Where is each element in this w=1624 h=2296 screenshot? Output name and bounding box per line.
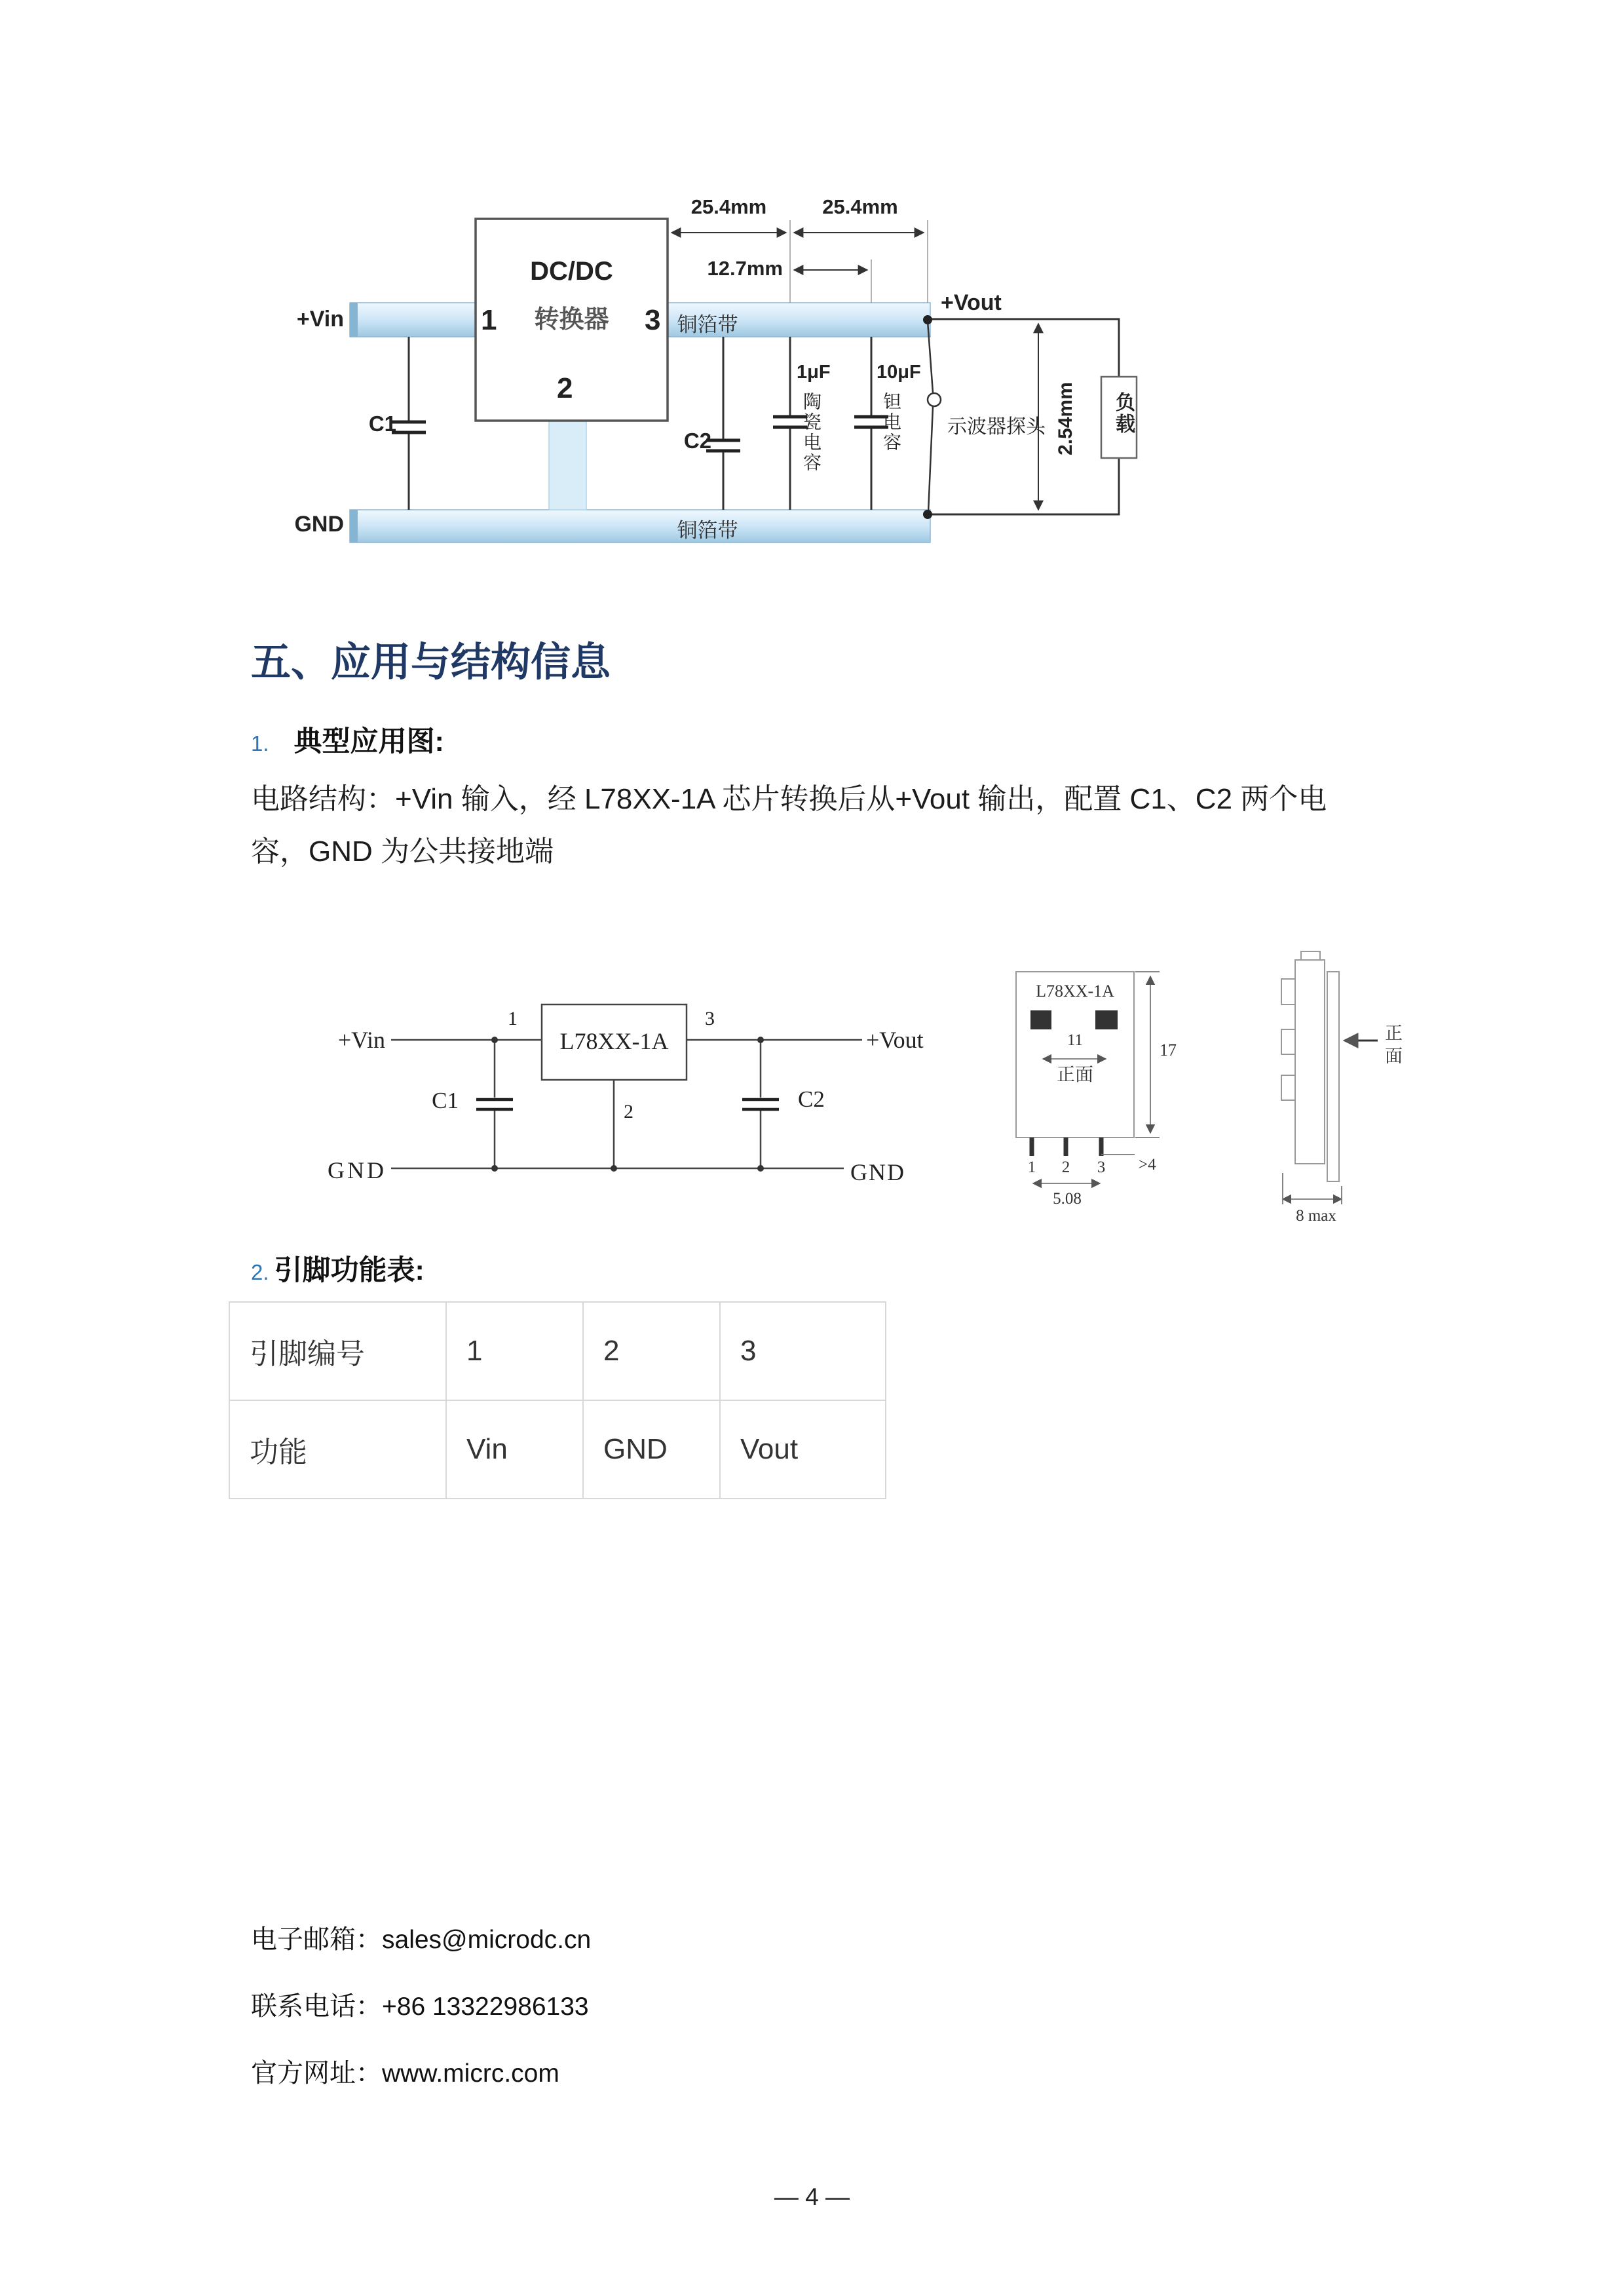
table-cell-pin-1: 1 bbox=[446, 1302, 583, 1400]
test-circuit-diagram bbox=[249, 183, 1166, 564]
app-pin-2: 2 bbox=[624, 1101, 633, 1122]
package-pin-1: 1 bbox=[1027, 1158, 1036, 1176]
oscilloscope-probe-label: 示波器探头 bbox=[947, 416, 1046, 438]
table-row bbox=[229, 1400, 886, 1499]
chip-pin-3: 3 bbox=[645, 304, 661, 336]
c1-label: C1 bbox=[368, 411, 396, 436]
vout-label: +Vout bbox=[941, 290, 1002, 315]
phone-label: 联系电话： bbox=[251, 1991, 382, 2021]
footer-email-row bbox=[251, 1919, 591, 1956]
table-cell-function-2: GND bbox=[583, 1400, 720, 1499]
test-circuit-graphics bbox=[249, 183, 1166, 564]
email-label: 电子邮箱： bbox=[251, 1924, 382, 1954]
table-cell-header-label: 引脚编号 bbox=[229, 1302, 446, 1400]
list-item-2 bbox=[251, 1248, 425, 1288]
ceramic-cap-name: 陶瓷电容 bbox=[801, 392, 821, 473]
item-1-number: 1. bbox=[251, 731, 269, 756]
dimension-2-54: 2.54mm bbox=[1055, 382, 1076, 455]
package-front-face-label: 正面 bbox=[1056, 1065, 1093, 1085]
phone-value: +86 13322986133 bbox=[382, 1993, 589, 2021]
description-line-1: 电路结构：+Vin 输入，经 L78XX-1A 芯片转换后从+Vout 输出，配置 C1、C2 两个电 bbox=[251, 783, 1327, 815]
package-dim-5-08: 5.08 bbox=[1053, 1190, 1082, 1208]
package-pin-3: 3 bbox=[1097, 1158, 1106, 1176]
chip-title: DC/DC bbox=[530, 257, 613, 286]
table-row bbox=[229, 1302, 886, 1400]
table-cell-function-label: 功能 bbox=[229, 1400, 446, 1499]
package-dim-pin-length: >4 bbox=[1139, 1156, 1156, 1174]
tantalum-cap-name: 钽电容 bbox=[881, 392, 901, 453]
footer-phone-row bbox=[251, 1985, 589, 2023]
circuit-description bbox=[251, 773, 1327, 878]
copper-strip-bottom bbox=[350, 510, 930, 543]
copper-foil-bottom-label: 铜箔带 bbox=[677, 519, 738, 542]
app-c1-label: C1 bbox=[432, 1088, 459, 1113]
table-cell-pin-2: 2 bbox=[583, 1302, 720, 1400]
description-line-2: 容，GND 为公共接地端 bbox=[251, 835, 554, 868]
chip-pin-2: 2 bbox=[557, 372, 573, 404]
tantalum-cap-value: 10μF bbox=[877, 362, 921, 383]
ceramic-cap-value: 1μF bbox=[797, 362, 831, 383]
application-circuit-graphics bbox=[308, 950, 1454, 1252]
app-gnd-left-label: GND bbox=[328, 1157, 387, 1183]
c2-label: C2 bbox=[683, 429, 711, 453]
package-dim-8-max: 8 max bbox=[1296, 1207, 1336, 1225]
pin-function-table bbox=[229, 1301, 886, 1499]
item-2-title: 引脚功能表: bbox=[274, 1255, 425, 1286]
application-circuit-diagram bbox=[308, 950, 1454, 1252]
dimension-25-4-right: 25.4mm bbox=[822, 195, 898, 218]
table-cell-function-3: Vout bbox=[720, 1400, 886, 1499]
vin-label: +Vin bbox=[296, 307, 344, 332]
dimension-25-4-left: 25.4mm bbox=[690, 195, 767, 218]
app-pin-3: 3 bbox=[705, 1008, 715, 1029]
email-value: sales@microdc.cn bbox=[382, 1926, 592, 1954]
package-side-front-label: 正面 bbox=[1385, 1024, 1403, 1067]
section-heading: 五、应用与结构信息 bbox=[251, 640, 611, 684]
package-dim-17: 17 bbox=[1160, 1041, 1177, 1060]
package-pin-2: 2 bbox=[1061, 1158, 1070, 1176]
app-pin-1: 1 bbox=[508, 1008, 518, 1029]
package-dim-11: 11 bbox=[1067, 1031, 1084, 1049]
gnd-label: GND bbox=[294, 512, 344, 537]
dimension-12-7: 12.7mm bbox=[707, 257, 783, 280]
list-item-1 bbox=[251, 719, 444, 759]
load-label: 负载 bbox=[1112, 392, 1134, 435]
app-chip-label: L78XX-1A bbox=[559, 1028, 669, 1054]
probe-tip bbox=[928, 393, 941, 406]
copper-foil-top-label: 铜箔带 bbox=[677, 313, 738, 336]
website-label: 官方网址： bbox=[251, 2058, 382, 2088]
website-value: www.micrc.com bbox=[382, 2059, 559, 2088]
app-vin-label: +Vin bbox=[337, 1027, 385, 1053]
app-vout-label: +Vout bbox=[866, 1027, 924, 1053]
pin2-ground-band bbox=[549, 421, 586, 510]
footer-website-row bbox=[251, 2052, 559, 2090]
item-1-title: 典型应用图: bbox=[293, 726, 444, 757]
table-cell-function-1: Vin bbox=[446, 1400, 583, 1499]
app-c2-label: C2 bbox=[798, 1086, 825, 1112]
item-2-number: 2. bbox=[251, 1260, 269, 1284]
table-cell-pin-3: 3 bbox=[720, 1302, 886, 1400]
chip-pin-1: 1 bbox=[481, 304, 497, 336]
chip-subtitle: 转换器 bbox=[534, 306, 609, 334]
app-gnd-right-label: GND bbox=[850, 1159, 905, 1185]
package-front-title: L78XX-1A bbox=[1036, 982, 1114, 1001]
page-number: — 4 — bbox=[774, 2183, 850, 2210]
